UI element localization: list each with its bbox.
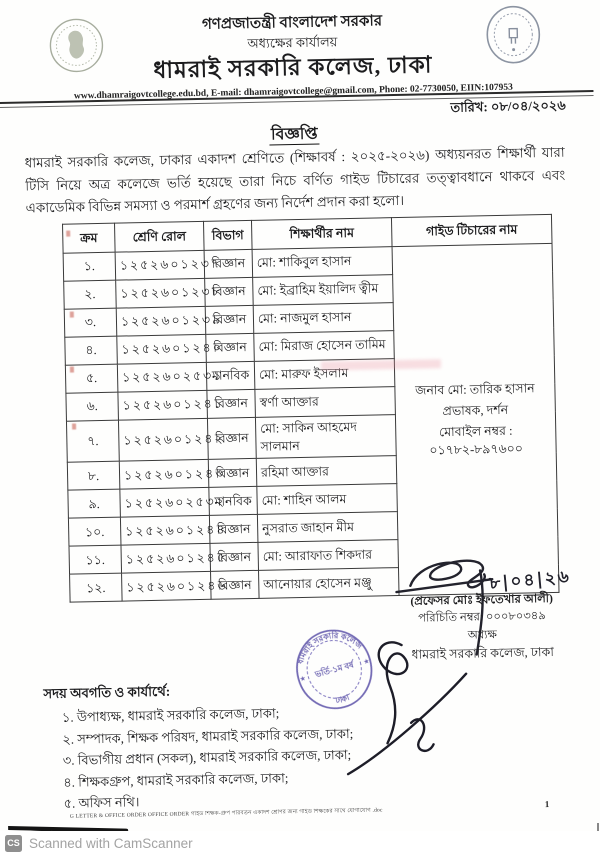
cell-dept: মানবিক bbox=[206, 361, 255, 390]
distribution-heading: সদয় অবগতি ও কার্যার্থে: bbox=[43, 683, 171, 702]
cell-dept: বিজ্ঞান bbox=[210, 543, 259, 572]
stamp-center-text: ভর্তি-১ম বর্ষ bbox=[313, 659, 355, 680]
cell-roll: ১২৫২৬০১২৪১ bbox=[118, 390, 208, 420]
cell-student-name: রহিমা আক্তার bbox=[256, 456, 397, 487]
student-roster-table bbox=[62, 214, 560, 603]
scan-artifact bbox=[70, 312, 74, 318]
cell-serial: ৩. bbox=[64, 308, 117, 337]
cell-serial: ১০. bbox=[68, 517, 121, 546]
contact-line: www.dhamraigovtcollege.edu.bd, E-mail: dhamraigovtcollege@gmail.com, Phone: 02-7730050, EIIN:107953 bbox=[73, 82, 513, 102]
cell-dept: বিজ্ঞান bbox=[209, 515, 258, 544]
col-header-dept: বিভাগ bbox=[203, 220, 252, 250]
signer-college: ধামরাই সরকারি কলেজ, ঢাকা bbox=[411, 644, 555, 662]
svg-text:★: ★ bbox=[298, 674, 307, 684]
list-item: ২. সম্পাদক, শিক্ষক পরিষদ, ধামরাই সরকারি কলেজ, ঢাকা; bbox=[62, 725, 354, 747]
cell-roll: ১২৫২৬০১২৩৭ bbox=[115, 250, 205, 280]
cell-student-name: আনোয়ার হোসেন মঞ্জু bbox=[259, 568, 400, 599]
cell-dept: বিজ্ঞান bbox=[207, 417, 256, 459]
cell-serial: ৮. bbox=[67, 461, 120, 490]
cell-serial: ৫. bbox=[65, 364, 118, 393]
cell-serial: ৭. bbox=[66, 420, 119, 462]
cell-roll: ১২৫২৬০২৫৩২ bbox=[120, 488, 210, 518]
col-header-roll: শ্রেণি রোল bbox=[115, 221, 205, 252]
guide-teacher-cell bbox=[392, 243, 559, 595]
government-line: গণপ্রজাতন্ত্রী বাংলাদেশ সরকার bbox=[201, 13, 383, 33]
cell-serial: ৬. bbox=[66, 392, 119, 421]
cell-serial: ৯. bbox=[68, 489, 121, 518]
guide-teacher-mobile: মোবাইল নম্বর : ০১৭৮২-৮৯৭৬০০ bbox=[429, 423, 524, 458]
cell-roll: ১২৫২৬০১২৪৫ bbox=[121, 544, 211, 574]
col-header-student-name: শিক্ষার্থীর নাম bbox=[251, 218, 392, 250]
camscanner-bar bbox=[0, 831, 600, 855]
stamp-bottom-text: ঢাকা bbox=[334, 692, 351, 706]
camscanner-icon: CS bbox=[5, 835, 22, 852]
cell-roll: ১২৫২৬০১২৩৯ bbox=[116, 306, 206, 336]
cell-roll: ১২৫২৬০২৫৩১ bbox=[117, 362, 207, 392]
notice-title-text: বিজ্ঞপ্তি bbox=[269, 126, 320, 146]
cell-serial: ১. bbox=[63, 252, 116, 281]
scan-artifact bbox=[66, 231, 70, 237]
cell-roll: ১২৫২৬০১২৩৮ bbox=[116, 278, 206, 308]
cell-student-name: মো: শাহিন আলম bbox=[257, 484, 398, 515]
cell-serial: ৪. bbox=[65, 336, 118, 365]
cell-serial: ২. bbox=[64, 280, 117, 309]
cell-dept: বিজ্ঞান bbox=[205, 277, 254, 306]
secondary-signature-icon bbox=[339, 630, 472, 788]
col-header-guide-teacher: গাইড টিচারের নাম bbox=[391, 214, 552, 246]
cell-student-name: মো: আরাফাত শিকদার bbox=[258, 540, 399, 571]
list-item: ৪. শিক্ষকগ্রুপ, ধামরাই সরকারি কলেজ, ঢাকা; bbox=[63, 770, 289, 790]
guide-teacher-designation: প্রভাষক, দর্শন bbox=[442, 402, 509, 419]
page-number: 1 bbox=[544, 799, 550, 810]
list-item: ১. উপাধ্যক্ষ, ধামরাই সরকারি কলেজ, ঢাকা; bbox=[61, 705, 280, 725]
cell-roll: ১২৫২৬০১২৪৪ bbox=[120, 516, 210, 546]
guide-teacher-name: জনাব মো: তারিক হাসান bbox=[415, 381, 535, 398]
list-item: ৫. অফিস নথি। bbox=[63, 794, 140, 812]
signer-designation: অধ্যক্ষ bbox=[467, 628, 497, 642]
college-name: ধামরাই সরকারি কলেজ, ঢাকা bbox=[153, 52, 433, 83]
cell-roll: ১২৫২৬০১২৪৬ bbox=[122, 572, 212, 602]
cell-student-name: মো: নাজমুল হাসান bbox=[253, 303, 394, 334]
cell-student-name: স্বর্ণা আক্তার bbox=[255, 387, 396, 418]
cell-dept: বিজ্ঞান bbox=[204, 249, 253, 278]
notice-body: ধামরাই সরকারি কলেজ, ঢাকার একাদশ শ্রেণিতে (শিক্ষাবর্ষ : ২০২৫-২০২৬) অধ্যয়নরত শিক্ষার্থী যারা টিসি নিয়ে অত্র কলেজে ভর্তি হয়েছে তারা নিচে বর্ণিত গাইড টিচারের তত্ত্বাবধানে থাকবে এবং একাডেমিক বিভিন্ন সমস্যা ও পরমার্শ গ্রহণের জন্য নির্দেশ প্রদান করা হলো। bbox=[24, 144, 566, 216]
signer-name: (প্রফেসর মোঃ ইফতেখার আলী) bbox=[410, 592, 553, 608]
cell-student-name: নুসরাত জাহান মীম bbox=[257, 512, 398, 543]
cell-dept: বিজ্ঞান bbox=[206, 333, 255, 362]
office-line: অধ্যক্ষের কার্যালয় bbox=[247, 33, 338, 51]
svg-text:★: ★ bbox=[362, 656, 371, 667]
cell-roll: ১২৫২৬০১২৪০ bbox=[117, 334, 207, 364]
cell-student-name: মো: শাকিবুল হাসান bbox=[252, 247, 393, 278]
signer-id-number: পরিচিতি নম্বর: ০০০৮০৩৪৯ bbox=[418, 610, 546, 625]
scan-artifact bbox=[72, 423, 76, 429]
handwritten-date: ৮|০৪|২৬ bbox=[488, 566, 572, 595]
cell-roll: ১২৫২৬০১২৪২ bbox=[118, 418, 208, 461]
cell-student-name: মো: মিরাজ হোসেন তামিম bbox=[254, 331, 395, 362]
cell-dept: বিজ্ঞান bbox=[207, 389, 256, 418]
cell-dept: বিজ্ঞান bbox=[208, 459, 257, 488]
list-item: ৩. বিভাগীয় প্রধান (সকল), ধামরাই সরকারি কলেজ, ঢাকা; bbox=[62, 747, 352, 769]
scan-artifact bbox=[70, 367, 74, 373]
stamp-arc-text: ধামরাই সরকারি কলেজ bbox=[295, 631, 365, 666]
camscanner-label: Scanned with CamScanner bbox=[29, 835, 193, 851]
cell-student-name: মো: ইব্রাহিম ইয়ালিদ ত্বীম bbox=[253, 275, 394, 306]
cell-roll: ১২৫২৬০১২৪৩ bbox=[119, 460, 209, 490]
college-seal-icon bbox=[484, 4, 543, 70]
cell-dept: বিজ্ঞান bbox=[211, 571, 260, 600]
cell-student-name: মো: মারুফ ইসলাম bbox=[254, 359, 395, 390]
cell-student-name: মো: সাকিন আহমেদ সালমান bbox=[255, 415, 396, 459]
cell-dept: বিজ্ঞান bbox=[205, 305, 254, 334]
cell-dept: মানবিক bbox=[209, 487, 258, 516]
col-header-serial: ক্রম bbox=[63, 223, 116, 253]
footer-file-line: G LETTER & OFFICE ORDER OFFICE ORDER গাইড শিক্ষক-গ্রুপ পরিবর্তন একাদশ শ্রেণির জন্য গাইড শিক্ষকের সাথে যোগাযোগ .doc bbox=[69, 807, 383, 820]
date-line: তারিখ: ০৮/০৪/২০২৬ bbox=[450, 97, 566, 115]
cell-serial: ১১. bbox=[69, 545, 122, 574]
cell-serial: ১২. bbox=[70, 573, 123, 602]
